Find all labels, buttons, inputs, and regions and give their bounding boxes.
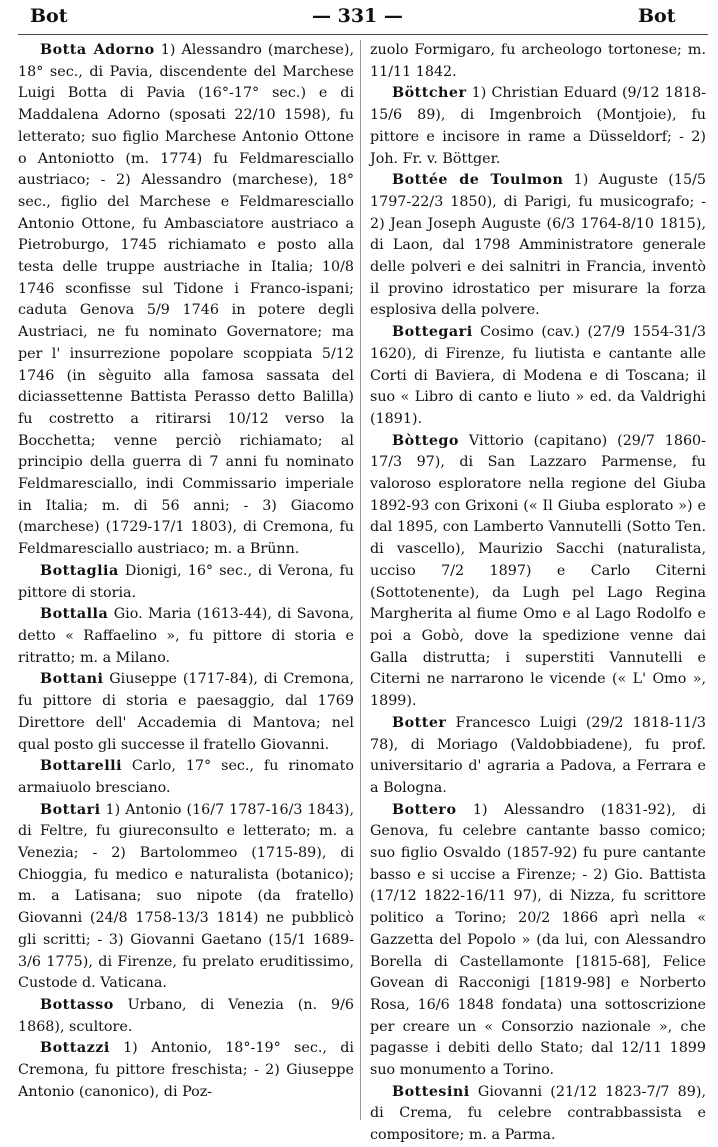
header-rule xyxy=(18,34,708,35)
entry-headword: Bottalla xyxy=(40,606,109,623)
entry-bottari xyxy=(18,800,354,995)
entry-botta-adorno xyxy=(18,40,354,561)
entry-headword: Bottée de Toulmon xyxy=(392,172,564,189)
entry-bottego xyxy=(370,431,706,713)
entry-text: Gio. Maria (1613-44), di Savona, detto « Raffaelino », fu pittore di storia e ritratto; m. a Milano. xyxy=(18,606,354,666)
entry-bottesini xyxy=(370,1082,706,1147)
entry-headword: Bottani xyxy=(40,671,104,688)
entry-headword: Bòttego xyxy=(392,432,459,449)
entry-bottasso xyxy=(18,995,354,1038)
entry-text: 1) Christian Eduard (9/12 1818-15/6 89), di Imgenbroich (Montjoie), fu pittore e incisore in rame a Düsseldorf; - 2) Joh. Fr. v. Böttger. xyxy=(370,85,706,167)
entry-bottarelli xyxy=(18,756,354,799)
entry-text: 1) Alessandro (1831-92), di Genova, fu celebre cantante basso comico; suo figlio Osvaldo (1857-92) fu pure cantante basso e si uccise a Firenze; - 2) Gio. Battista (17/12 1822-16/11 97), di Nizza, fu scrittore politico a Torino; 20/2 1866 aprì nella « Gazzetta del Popolo » (da lui, con Alessandro Borella di Castellamonte [1815-68], Felice Govean di Racconigi [1819-98] e Norberto Rosa, 16/6 1848 fondata) una sottoscrizione per creare un « Consorzio nazionale », che pagasse i debiti dello Stato; dal 12/11 1899 suo monumento a Torino. xyxy=(370,801,706,1079)
entry-text: Cosimo (cav.) (27/9 1554-31/3 1620), di Firenze, fu liutista e cantante alle Corti di Baviera, di Modena e di Toscana; il suo « Libro di canto e liuto » ed. da Valdrighi (1891). xyxy=(370,324,706,427)
entry-text: 1) Auguste (15/5 1797-22/3 1850), di Parigi, fu musicografo; - 2) Jean Joseph Auguste (6/3 1764-8/10 1815), di Laon, dal 1798 Amministratore generale delle polveri e dei salnitri in Francia, inventò il provino idrostatico per misurare la forza esplosiva della polvere. xyxy=(370,172,706,319)
entry-bottero xyxy=(370,800,706,1082)
entry-text: Urbano, di Venezia (n. 9/6 1868), scultore. xyxy=(18,996,354,1035)
header-right-keyword: Bot xyxy=(638,5,676,27)
running-header xyxy=(0,0,718,36)
entry-botter xyxy=(370,713,706,800)
entry-text: Carlo, 17° sec., fu rinomato armaiuolo bresciano. xyxy=(18,758,354,796)
column-separator xyxy=(360,40,361,1120)
entry-bottazzi xyxy=(18,1038,354,1103)
entry-text: Giovanni (21/12 1823-7/7 89), di Crema, fu celebre contrabbassista e compositore; m. a Parma. xyxy=(370,1083,706,1144)
entry-text: 1) Antonio (16/7 1787-16/3 1843), di Feltre, fu giureconsulto e letterato; m. a Venezia; - 2) Bartolommeo (1715-89), di Chioggia, fu medico e naturalista (botanico); m. a Latisana; suo nipote (da fratello) Giovanni (24/8 1758-13/3 1814) ne pubblicò gli scritti; - 3) Giovanni Gaetano (15/1 1689-3/6 1775), di Firenze, fu prelato eruditissimo, Custode d. Vaticana. xyxy=(18,801,354,992)
entry-headword: Botta Adorno xyxy=(40,42,155,58)
entry-bottalla xyxy=(18,604,354,669)
entry-text: Giuseppe (1717-84), di Cremona, fu pittore di storia e paesaggio, dal 1769 Direttore dell' Accademia di Mantova; nel qual posto gli successe il fratello Giovanni. xyxy=(18,671,354,753)
entry-headword: Bottazzi xyxy=(40,1040,110,1057)
entry-bottani xyxy=(18,669,354,756)
entry-headword: Böttcher xyxy=(392,85,467,102)
header-left-keyword: Bot xyxy=(30,5,68,27)
entry-headword: Bottaglia xyxy=(40,562,119,579)
left-column xyxy=(18,40,354,1103)
entry-headword: Bottero xyxy=(392,801,457,818)
entry-headword: Bottasso xyxy=(40,996,114,1013)
entry-headword: Bottari xyxy=(40,801,101,818)
entry-bottegari xyxy=(370,322,706,431)
entry-bottaglia xyxy=(18,561,354,604)
entry-text: zuolo Formigaro, fu archeologo tortonese; m. 11/11 1842. xyxy=(370,42,706,80)
right-column xyxy=(370,40,706,1147)
entry-text: Francesco Luigi (29/2 1818-11/3 78), di Moriago (Valdobbiadene), fu prof. universitario d' agraria a Padova, a Ferrara e a Bologna. xyxy=(370,714,706,796)
entry-headword: Bottegari xyxy=(392,324,473,341)
entry-headword: Botter xyxy=(392,714,447,731)
entry-bottee-de-toulmon xyxy=(370,170,706,322)
entry-text: Dionigi, 16° sec., di Verona, fu pittore di storia. xyxy=(18,562,354,601)
entry-continuation xyxy=(370,40,706,83)
entry-headword: Bottesini xyxy=(392,1083,470,1100)
page-number: — 331 — xyxy=(312,5,403,27)
entry-text: 1) Antonio, 18°-19° sec., di Cremona, fu pittore freschista; - 2) Giuseppe Antonio (canonico), di Poz- xyxy=(18,1040,354,1100)
entry-text: 1) Alessandro (marchese), 18° sec., di Pavia, discendente del Marchese Luigi Botta di Pavia (16°-17° sec.) e di Maddalena Adorno (sposati 22/10 1598), fu letterato; suo figlio Marchese Antonio Ottone o Antoniotto (m. 1774) fu Feldmaresciallo austriaco; - 2) Alessandro (marchese), 18° sec., figlio del Marchese e Feldmaresciallo Antonio Ottone, fu Ambasciatore austriaco a Pietroburgo, 1745 richiamato e posto alla testa delle truppe austriache in Italia; 10/8 1746 sconfisse sul Tidone i Franco-ispani; caduta Genova 5/9 1746 in potere degli Austriaci, ne fu nominato Governatore; ma per l' insurrezione popolare scoppiata 5/12 1746 (in sèguito alla famosa sassata del diciassettenne Battista Perasso detto Balilla) fu costretto a ritirarsi 10/12 verso la Bocchetta; venne perciò richiamato; al principio della guerra di 7 anni fu nominato Feldmaresciallo, indi Commissario imperiale in Italia; m. di 56 anni; - 3) Giacomo (marchese) (1729-17/1 1803), di Cremona, fu Feldmaresciallo austriaco; m. a Brünn. xyxy=(18,42,354,558)
entry-text: Vittorio (capitano) (29/7 1860-17/3 97), di San Lazzaro Parmense, fu valoroso esploratore nella regione del Giuba 1892-93 con Grixoni (« Il Giuba esplorato ») e dal 1895, con Lamberto Vannutelli (Sotto Ten. di vascello), Maurizio Sacchi (naturalista, ucciso 7/2 1897) e Carlo Citerni (Sottotenente), da Lugh pel Lago Regina Margherita al fiume Omo e al Lago Rodolfo e poi a Gobò, dove la spedizione venne dai Galla distrutta; i superstiti Vannutelli e Citerni ne narrarono le vicende (« L' Omo », 1899). xyxy=(370,432,706,710)
entry-headword: Bottarelli xyxy=(40,758,123,775)
entry-bottcher xyxy=(370,83,706,170)
